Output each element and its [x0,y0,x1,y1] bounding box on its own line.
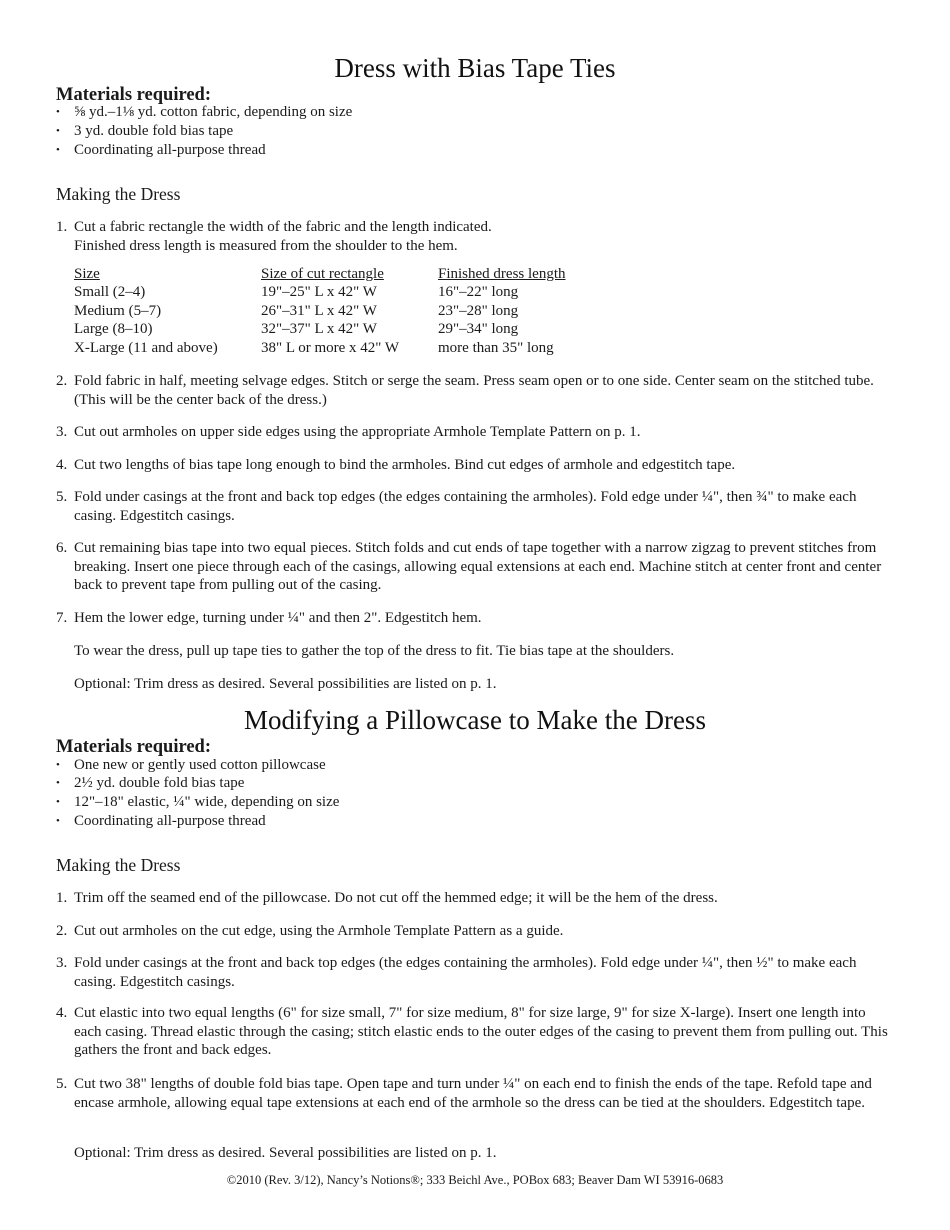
bullet-icon: • [56,796,60,808]
table-header: Finished dress length [438,266,566,282]
table-header: Size of cut rectangle [261,266,384,282]
step-2: 2. Fold fabric in half, meeting selvage edges. Stitch or serge the seam. Press seam open or to one side. Center seam on the stitched tube. (This will be the center back of the dress.) [56,373,874,408]
bullet-icon: • [56,815,60,827]
step-3: 3. Cut out armholes on upper side edges using the appropriate Armhole Template Pattern on p. 1. [56,424,641,440]
step-3: 3. Fold under casings at the front and back top edges (the edges containing the armholes). Fold edge under ¼", then ½" to make each casing. Edgestitch casings. [56,955,857,990]
step-5: 5. Cut two 38" lengths of double fold bias tape. Open tape and turn under ¼" on each end to finish the ends of the tape. Refold tape and encase armhole, allowing equal tape extensions at each end of the armhole so the dress can be tied at the shoulders. Edgestitch tape. [56,1076,872,1111]
footer-copyright: ©2010 (Rev. 3/12), Nancy’s Notions®; 333 Beichl Ave., POBox 683; Beaver Dam WI 53916-0683 [226,1173,724,1187]
table-cell: X-Large (11 and above) [74,340,218,356]
step-2: 2. Cut out armholes on the cut edge, using the Armhole Template Pattern as a guide. [56,923,564,939]
optional-note: Optional: Trim dress as desired. Several possibilities are listed on p. 1. [74,676,497,692]
bullet-icon: • [56,144,60,156]
step-7: 7. Hem the lower edge, turning under ¼" and then 2". Edgestitch hem. [56,610,482,626]
section-heading: Making the Dress [56,184,181,204]
step-5: 5. Fold under casings at the front and back top edges (the edges containing the armholes). Fold edge under ¼", then ¾" to make each casing. Edgestitch casings. [56,489,857,524]
bullet-icon: • [56,106,60,118]
section-heading: Making the Dress [56,855,181,875]
table-cell: 19"–25" L x 42" W [261,284,377,300]
materials-heading: Materials required: [56,737,211,757]
step-6: 6. Cut remaining bias tape into two equal pieces. Stitch folds and cut ends of tape together with a narrow zigzag to prevent stitches from breaking. Insert one piece through each of the casings, allowing equal extensions at each end. Machine stitch at center front and center back to prevent tape from pulling out of the casing. [56,540,882,594]
bullet-icon: • [56,125,60,137]
step-4: 4. Cut two lengths of bias tape long enough to bind the armholes. Bind cut edges of armhole and edgestitch tape. [56,457,736,473]
table-cell: 23"–28" long [438,303,519,319]
materials-heading: Materials required: [56,85,211,105]
step-4: 4. Cut elastic into two equal lengths (6" for size small, 7" for size medium, 8" for size large, 9" for size X-large). Insert one length into each casing. Thread elastic through the casing; stitch elastic ends to the outer edges of the casing to prevent them from pulling out. This gathers the front and back edges. [56,1005,888,1059]
document-page: Dress with Bias Tape Ties Materials required: • ⅝ yd.–1⅛ yd. cotton fabric, depending on size • 3 yd. double fold bias tape • Coordinating all-purpose thread Making the Dress 1. Cut a fabric rectangle the width of the fabric and the length indicated. Finished dress length is measured from the shoulder to the hem. Size Size of cut rectangle Finished dress length Small (2–4) 19"–25" L x 42" W 16"–22" long Medium (5–7) 26"–31" L x 42" W 23"–28" long Large (8–10) 32"–37" L x 42" W 29"–34" long X-Large (11 and above) 38" L or more x 42" W more than 35" long 2. Fold fabric in half, meeting selvage edges. Stitch or serge the seam. Press seam open or to one side. Center seam on the stitched tube. (This will be the center back of the dress.) 3. Cut out armholes on upper side edges using the appropriate Armhole Template Pattern on p. 1. 4. Cut two lengths of bias tape long enough to bind the armholes. Bind cut edges of armhole and edgestitch tape. 5. Fold under casings at the front and back top edges (the edges containing the armholes). Fold edge under ¼", then ¾" to make each casing. Edgestitch casings. 6. Cut remaining bias tape into two equal pieces. Stitch folds and cut ends of tape together with a narrow zigzag to prevent stitches from breaking. Insert one piece through each of the casings, allowing equal extensions at each end. Machine stitch at center front and center back to prevent tape from pulling out of the casing. 7. Hem the lower edge, turning under ¼" and then 2". Edgestitch hem. To wear the dress, pull up tape ties to gather the top of the dress to fit. Tie bias tape at the shoulders. Optional: Trim dress as desired. Several possibilities are listed on p. 1. Modifying a Pillowcase to Make the Dress Materials required: • One new or gently used cotton pillowcase • 2½ yd. double fold bias tape • 12"–18" elastic, ¼" wide, depending on size • Coordinating all-purpose thread Making the Dress 1. Trim off the seamed end of the pillowcase. Do not cut off the hemmed edge; it will be the hem of the dress. 2. Cut out armholes on the cut edge, using the Armhole Template Pattern as a guide. 3. Fold under casings at the front and back top edges (the edges containing the armholes). Fold edge under ¼", then ½" to make each casing. Edgestitch casings. 4. Cut elastic into two equal lengths (6" for size small, 7" for size medium, 8" for size large, 9" for size X-large). Insert one length into each casing. Thread elastic through the casing; stitch elastic ends to the outer edges of the casing to prevent them from pulling out. This gathers the front and back edges. 5. Cut two 38" lengths of double fold bias tape. Open tape and turn under ¼" on each end to finish the ends of the tape. Refold tape and encase armhole, allowing equal tape extensions at each end of the armhole so the dress can be tied at the shoulders. Edgestitch tape. Optional: Trim dress as desired. Several possibilities are listed on p. 1. ©2010 (Rev. 3/12), Nancy’s Notions®; 333 Beichl Ave., POBox 683; Beaver Dam WI 53916-0683 [0,0,950,1230]
optional-note: Optional: Trim dress as desired. Several possibilities are listed on p. 1. [74,1145,497,1161]
table-header: Size [74,266,100,282]
page-title: Dress with Bias Tape Ties [334,53,616,83]
table-cell: 16"–22" long [438,284,519,300]
step-1: 1. Cut a fabric rectangle the width of the fabric and the length indicated. Finished dress length is measured from the shoulder to the hem. [56,219,492,254]
bullet-icon: • [56,759,60,771]
table-cell: 32"–37" L x 42" W [261,321,377,337]
bullet-icon: • [56,777,60,789]
table-cell: more than 35" long [438,340,554,356]
table-cell: 29"–34" long [438,321,519,337]
table-cell: Small (2–4) [74,284,146,300]
table-cell: Large (8–10) [74,321,153,337]
wear-note: To wear the dress, pull up tape ties to gather the top of the dress to fit. Tie bias tape at the shoulders. [74,643,675,659]
step-1: 1. Trim off the seamed end of the pillowcase. Do not cut off the hemmed edge; it will be the hem of the dress. [56,890,718,906]
section-title: Modifying a Pillowcase to Make the Dress [244,705,706,735]
table-cell: Medium (5–7) [74,303,162,319]
table-cell: 26"–31" L x 42" W [261,303,377,319]
table-cell: 38" L or more x 42" W [261,340,400,356]
